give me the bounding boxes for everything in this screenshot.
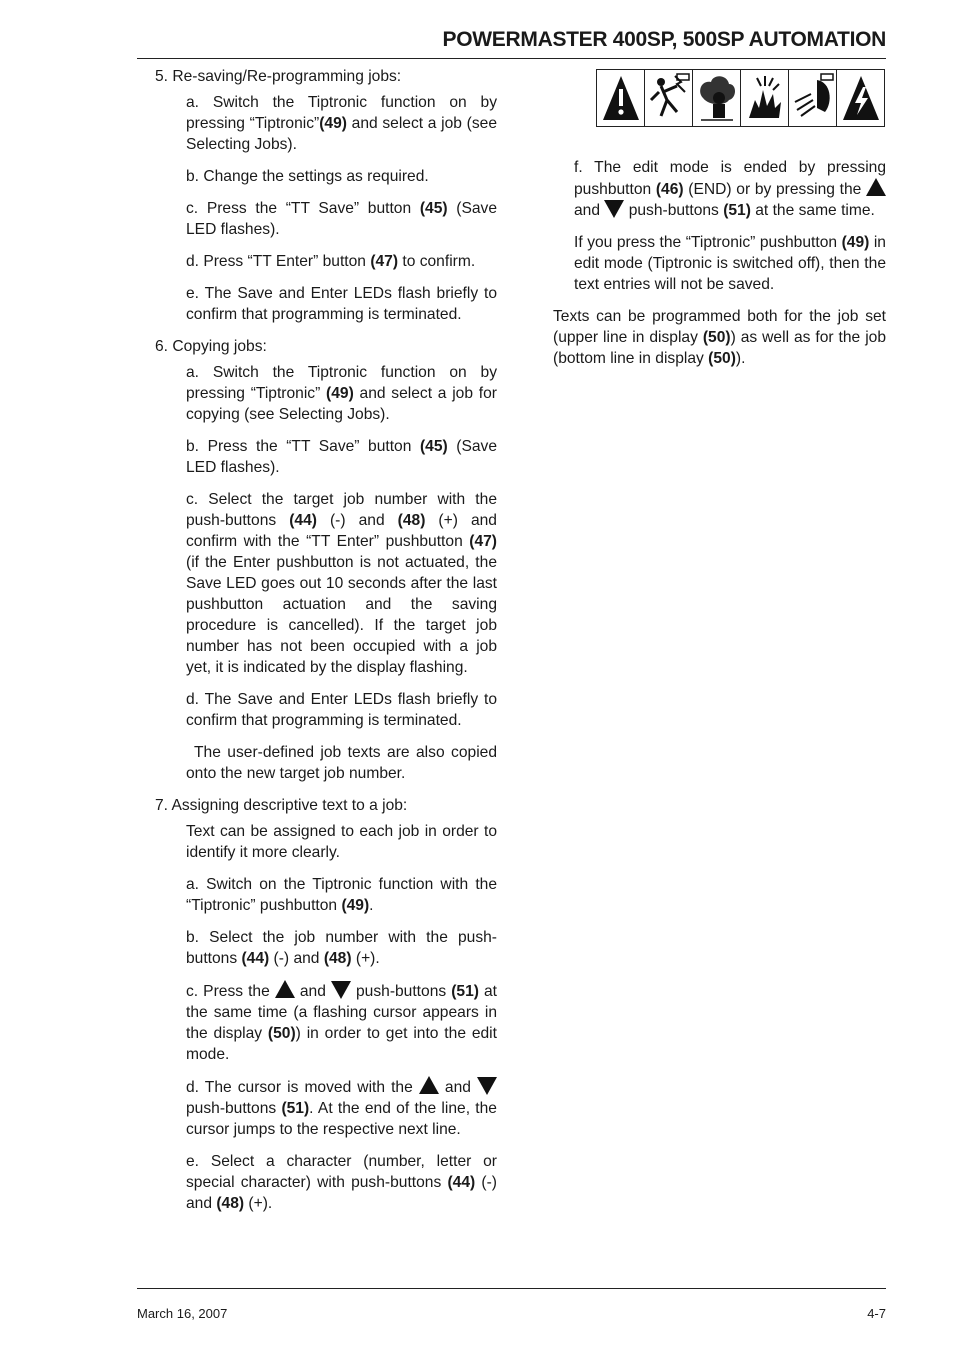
step-5-heading: 5. Re-saving/Re-programming jobs:	[155, 68, 402, 85]
down-arrow-icon	[477, 1077, 497, 1095]
step-5b: b. Change the settings as required.	[186, 168, 429, 185]
up-arrow-icon	[866, 178, 886, 196]
text-programming-note: Texts can be programmed both for the job set (upper line in display (50)) as well as for the job (bottom line in display (50)).	[553, 308, 886, 367]
step-5c: c. Press the “TT Save” button (45) (Save LED flashes).	[186, 200, 497, 238]
electric-shock-icon	[645, 70, 693, 126]
document-title: POWERMASTER 400SP, 500SP AUTOMATION	[442, 28, 886, 51]
step-6-heading: 6. Copying jobs:	[155, 338, 267, 355]
step-7-heading: 7. Assigning descriptive text to a job:	[155, 797, 408, 814]
header-rule	[137, 58, 886, 59]
up-arrow-icon	[275, 980, 295, 998]
warning-icon	[597, 70, 645, 126]
step-7-intro: Text can be assigned to each job in order to identify it more clearly.	[186, 823, 497, 861]
hazard-pictogram-bar	[596, 69, 885, 127]
page-number: 4-7	[867, 1306, 886, 1321]
left-column	[135, 66, 497, 1225]
step-6a: a. Switch the Tiptronic function on by pressing “Tiptronic” (49) and select a job for copying (see Selecting Jobs).	[186, 364, 497, 423]
step-7e: e. Select a character (number, letter or special character) with push-buttons (44) (-) and (48) (+).	[186, 1153, 497, 1212]
down-arrow-icon	[331, 981, 351, 999]
step-5e: e. The Save and Enter LEDs flash briefly to confirm that programming is terminated.	[186, 285, 497, 323]
fire-explosion-icon	[741, 70, 789, 126]
step-6d: d. The Save and Enter LEDs flash briefly to confirm that programming is terminated.	[186, 691, 497, 729]
step-7b: b. Select the job number with the push-buttons (44) (-) and (48) (+).	[186, 929, 497, 967]
step-6-note: The user-defined job texts are also copied onto the new target job number.	[186, 744, 497, 782]
step-7a: a. Switch on the Tiptronic function with the “Tiptronic” pushbutton (49).	[186, 876, 497, 914]
step-5d: d. Press “TT Enter” button (47) to confirm.	[186, 253, 476, 270]
right-column	[553, 157, 886, 380]
step-6b: b. Press the “TT Save” button (45) (Save LED flashes).	[186, 438, 497, 476]
arc-rays-icon	[789, 70, 837, 126]
footer-date: March 16, 2007	[137, 1306, 228, 1321]
down-arrow-icon	[604, 200, 624, 218]
up-arrow-icon	[419, 1076, 439, 1094]
step-5a: a. Switch the Tiptronic function on by pressing “Tiptronic”(49) and select a job (see Selecting Jobs).	[186, 94, 497, 153]
fumes-icon	[693, 70, 741, 126]
step-7f: f. The edit mode is ended by pressing pushbutton (46) (END) or by pressing the and push-buttons (51) at the same time.	[574, 159, 886, 219]
step-6c: c. Select the target job number with the push-buttons (44) (-) and (48) (+) and confirm with the “TT Enter” pushbutton (47) (if the Enter pushbutton is not actuated, the Save LED goes out 10 seconds after the last pushbutton actuation and the saving procedure is cancelled). If the target job number has not been occupied with a job yet, it is indicated by the display flashing.	[186, 491, 497, 676]
footer-rule	[137, 1288, 886, 1289]
tiptronic-note: If you press the “Tiptronic” pushbutton (49) in edit mode (Tiptronic is switched off), then the text entries will not be saved.	[574, 234, 886, 293]
high-voltage-icon	[837, 70, 884, 126]
step-7d: d. The cursor is moved with the and push-buttons (51). At the end of the line, the cursor jumps to the respective next line.	[135, 1076, 497, 1140]
step-7c: c. Press the and push-buttons (51) at the same time (a flashing cursor appears in the display (50)) in order to get into the edit mode.	[135, 980, 497, 1065]
